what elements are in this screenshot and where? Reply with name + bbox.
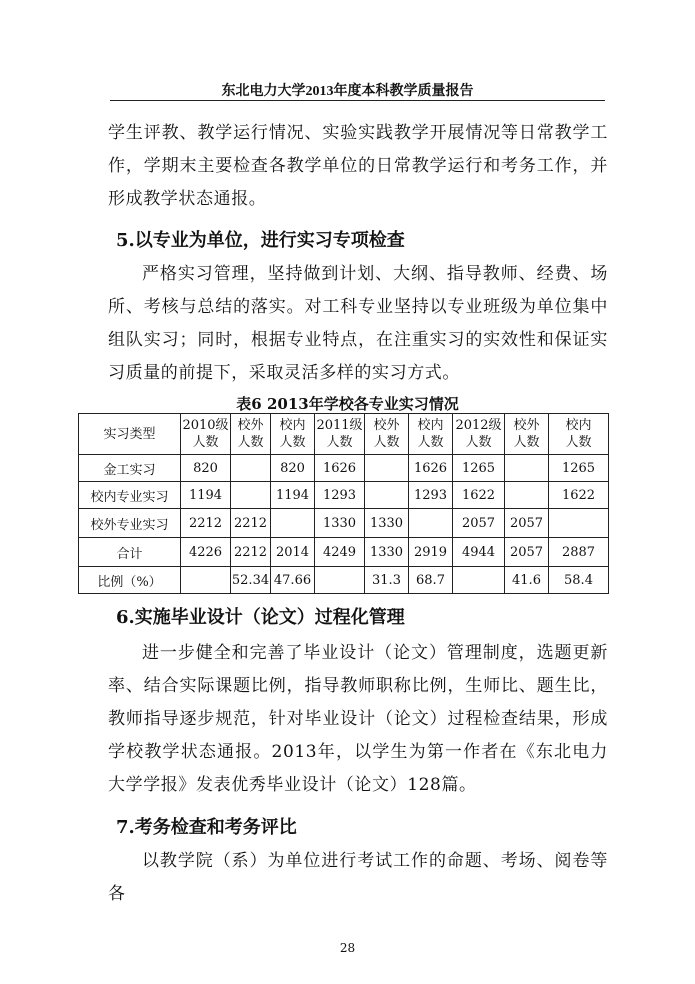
column-header-line: 校内 [279,418,306,433]
table-cell [271,509,315,538]
column-header-line: 人数 [192,435,219,450]
table-cell: 1626 [315,455,365,482]
table-cell [409,509,453,538]
row-label-cell: 校外专业实习 [79,509,181,538]
page-header-title: 东北电力大学2013年度本科教学质量报告 [221,84,474,99]
table-row [79,567,609,594]
column-header-line: 校外 [237,418,264,433]
table-cell [505,482,549,509]
column-header-line: 实习类型 [103,426,156,442]
column-header [505,414,549,455]
table-cell: 1622 [549,482,609,509]
column-header-line: 2012级 [455,418,502,433]
column-header-line: 人数 [565,435,592,450]
table-cell: 4226 [181,538,231,567]
table-cell: 68.7 [409,567,453,594]
table-cell: 41.6 [505,567,549,594]
column-header-line: 人数 [373,435,400,450]
table-cell: 1265 [453,455,505,482]
column-header-line: 人数 [326,435,353,450]
column-header-line: 人数 [237,435,264,450]
table-cell: 820 [181,455,231,482]
header-divider [110,100,605,101]
table-cell: 4944 [453,538,505,567]
table-cell: 4249 [315,538,365,567]
table-cell: 1194 [271,482,315,509]
table-row [79,538,609,567]
table-cell [315,567,365,594]
table-cell: 2057 [505,538,549,567]
column-header-line: 人数 [513,435,540,450]
internship-table [78,413,609,594]
table-cell: 2212 [181,509,231,538]
table-cell: 2887 [549,538,609,567]
table-cell: 1330 [365,538,409,567]
column-header [271,414,315,455]
column-header-line: 人数 [465,435,492,450]
column-header-line: 2011级 [316,418,363,433]
table-cell: 47.66 [271,567,315,594]
table-cell: 820 [271,455,315,482]
table-cell: 1293 [409,482,453,509]
table-cell [231,455,271,482]
table-header-row [79,414,609,455]
column-header-line: 2010级 [182,418,229,433]
table-cell: 2919 [409,538,453,567]
table-cell: 1622 [453,482,505,509]
section-heading-exam-affairs: 7.考务检查和考务评比 [116,817,297,838]
column-header-line: 校外 [373,418,400,433]
table-cell [505,455,549,482]
table-cell [181,567,231,594]
paragraph-graduation-design: 进一步健全和完善了毕业设计（论文）管理制度，选题更新率、结合实际课题比例，指导教师职称比例，生师比、题生比，教师指导逐步规范，针对毕业设计（论文）过程检查结果，形成学校教学状态通报。2013年，以学生为第一作者在《东北电力大学学报》发表优秀毕业设计（论文）128篇。 [108,643,608,795]
column-header [365,414,409,455]
table-cell: 2014 [271,538,315,567]
table-cell: 2057 [505,509,549,538]
table-caption: 表6 2013年学校各专业实习情况 [236,395,459,413]
table-cell [231,482,271,509]
table-cell: 31.3 [365,567,409,594]
table-cell: 1330 [365,509,409,538]
column-header [181,414,231,455]
table-cell [549,509,609,538]
row-label-cell: 比例（%） [79,567,181,594]
row-label-cell: 校内专业实习 [79,482,181,509]
column-header [231,414,271,455]
table-cell [453,567,505,594]
section-heading-internship: 5.以专业为单位，进行实习专项检查 [116,230,405,251]
column-header-line: 校外 [513,418,540,433]
table-cell: 1265 [549,455,609,482]
table-cell [365,455,409,482]
column-header [315,414,365,455]
table-cell: 52.34 [231,567,271,594]
column-header [453,414,505,455]
table-cell: 2212 [231,538,271,567]
table-cell: 1293 [315,482,365,509]
table-cell: 2212 [231,509,271,538]
column-header-line: 校内 [565,418,592,433]
column-header-line: 人数 [417,435,444,450]
table-cell: 1330 [315,509,365,538]
table-body [79,455,609,594]
row-label-cell: 金工实习 [79,455,181,482]
column-header-line: 校内 [417,418,444,433]
table-cell: 1194 [181,482,231,509]
table-cell: 58.4 [549,567,609,594]
column-header [79,414,181,455]
table-row [79,509,609,538]
paragraph-internship: 严格实习管理，坚持做到计划、大纲、指导教师、经费、场所、考核与总结的落实。对工科专业坚持以专业班级为单位集中组队实习；同时，根据专业特点，在注重实习的实效性和保证实习质量的前提下，采取灵活多样的实习方式。 [108,264,608,383]
table-cell: 2057 [453,509,505,538]
page-number: 28 [339,941,356,955]
paragraph-routine-inspection: 学生评教、教学运行情况、实验实践教学开展情况等日常教学工作，学期末主要检查各教学单位的日常教学运行和考务工作，并形成教学状态通报。 [108,123,608,209]
row-label-cell: 合计 [79,538,181,567]
table-cell [365,482,409,509]
column-header [409,414,453,455]
section-heading-graduation-design: 6.实施毕业设计（论文）过程化管理 [116,607,405,628]
column-header-line: 人数 [279,435,306,450]
paragraph-exam-affairs: 以教学院（系）为单位进行考试工作的命题、考场、阅卷等各 [108,851,608,904]
table-row [79,482,609,509]
table-cell: 1626 [409,455,453,482]
table-row [79,455,609,482]
column-header [549,414,609,455]
